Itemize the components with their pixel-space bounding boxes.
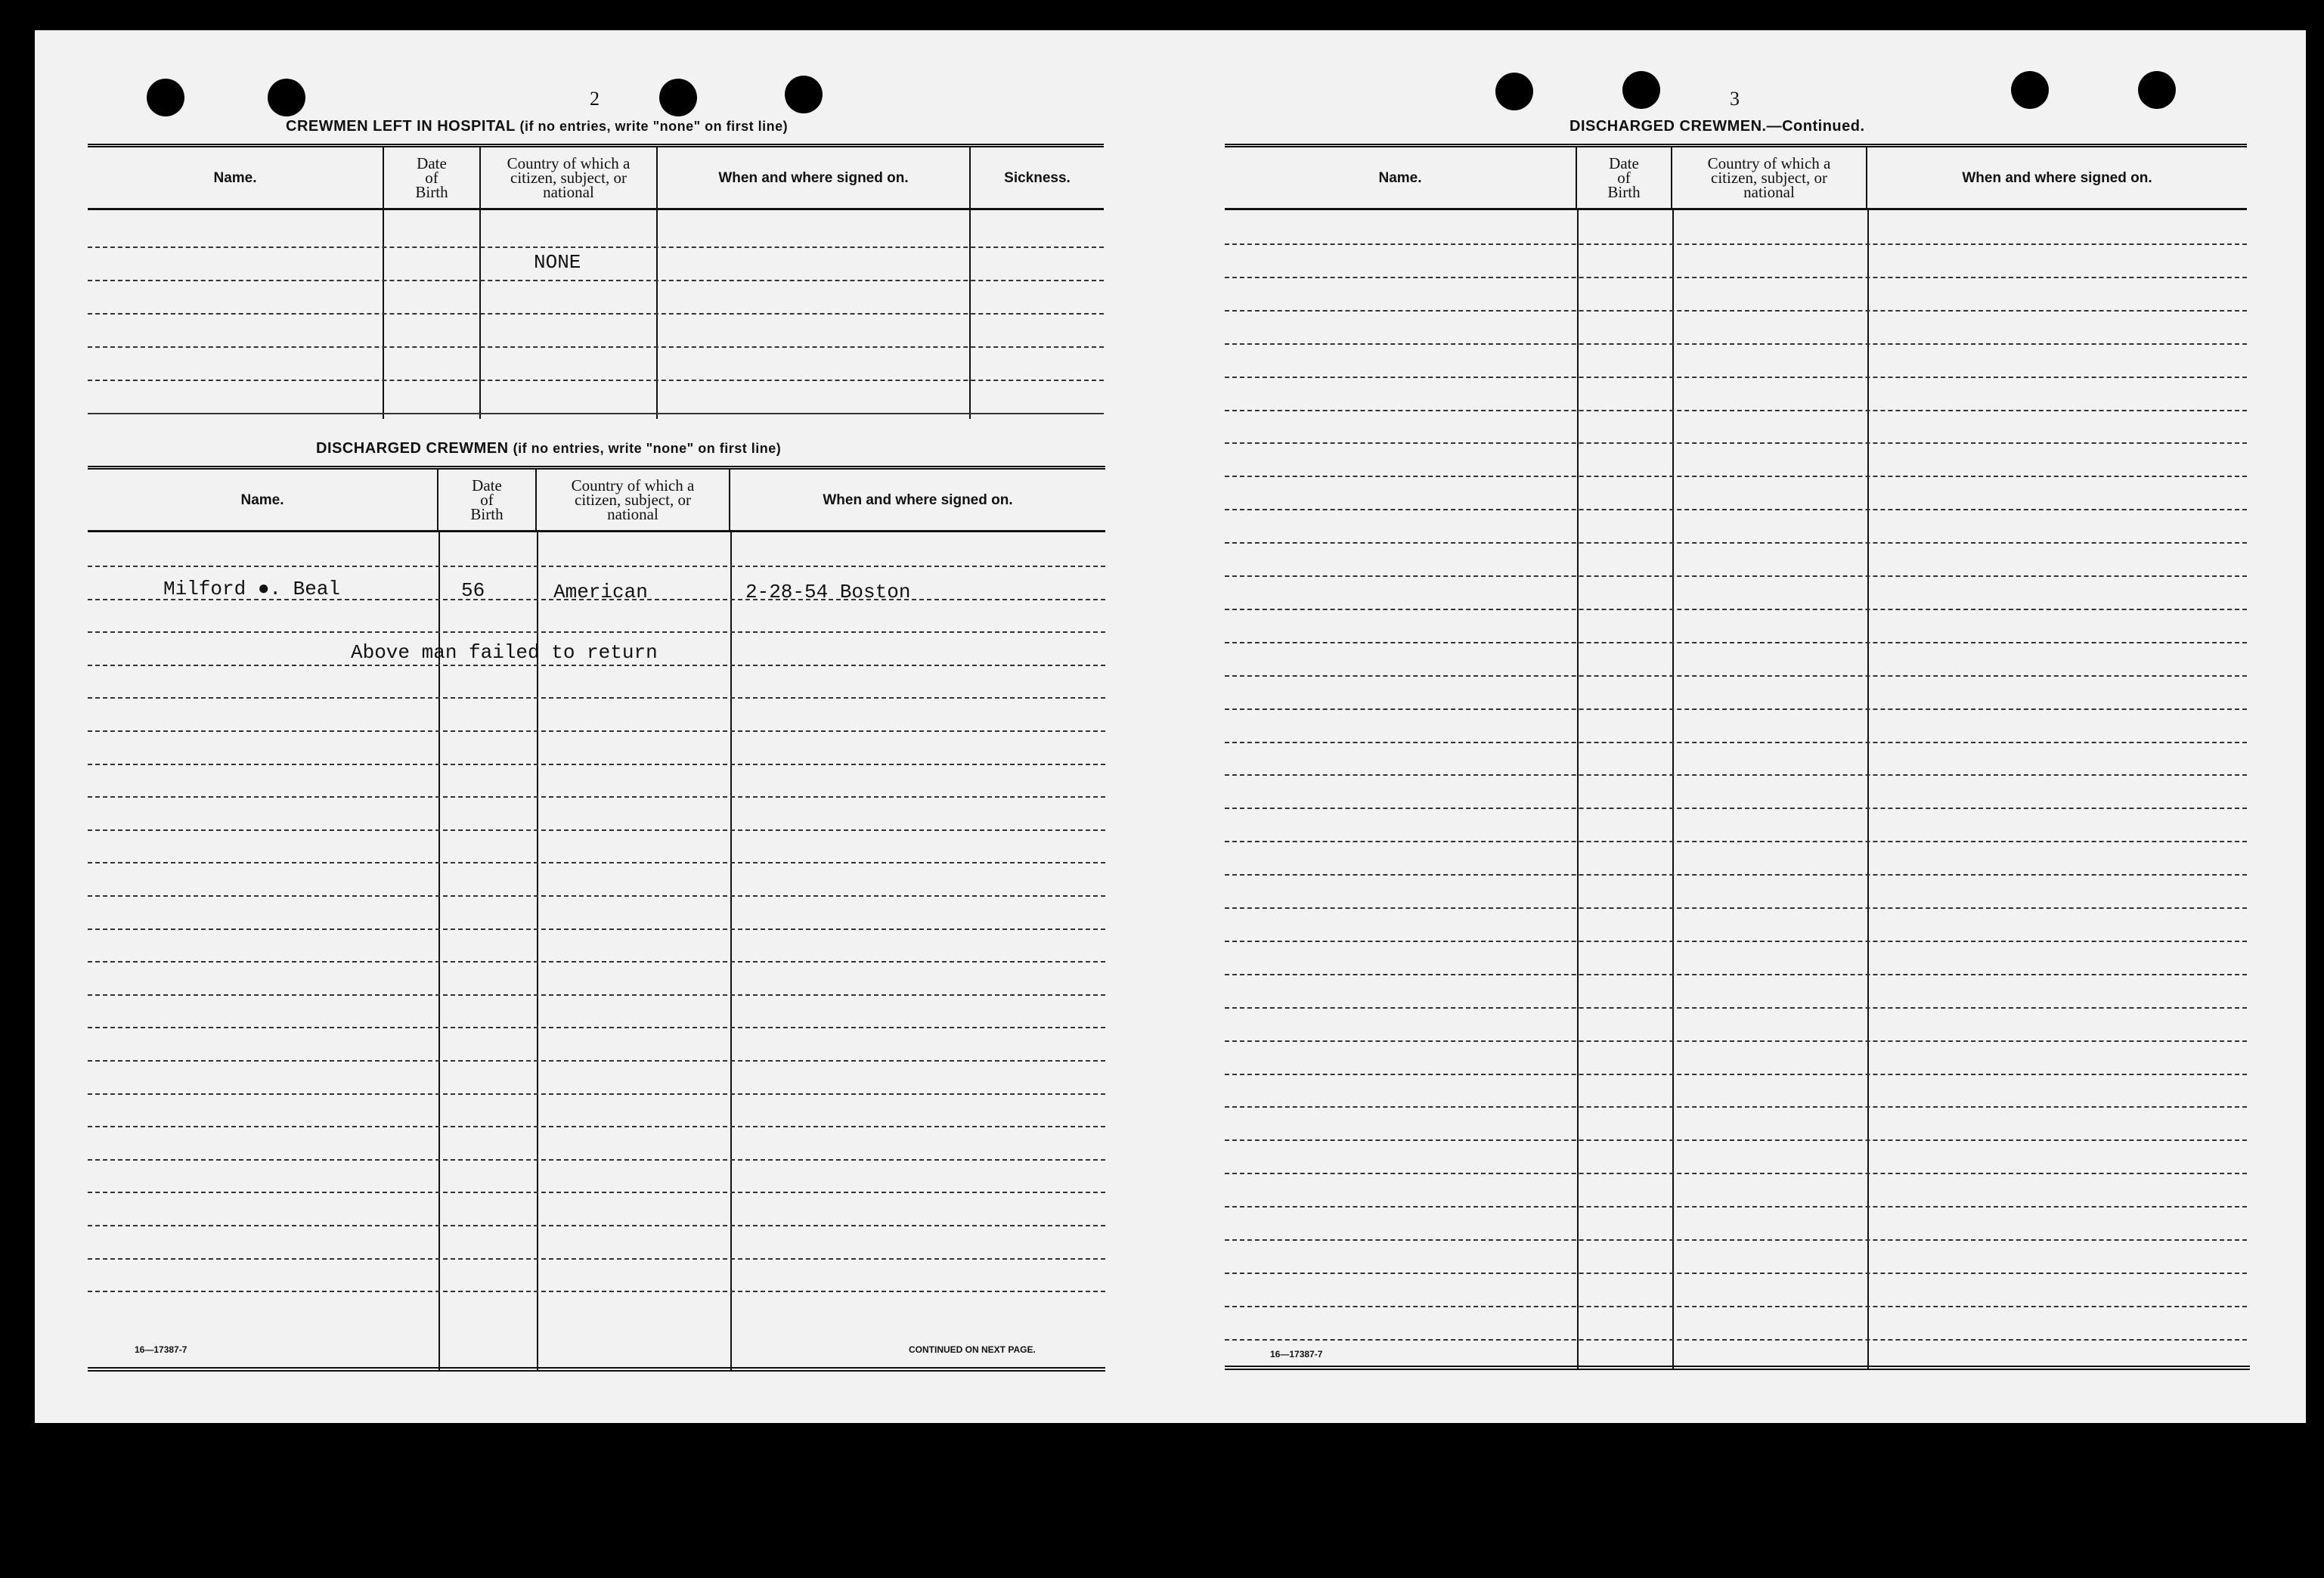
continued-note: CONTINUED ON NEXT PAGE. [909, 1344, 1036, 1355]
col-signed-header: When and where signed on. [1962, 169, 2152, 186]
discharged-title-note: (if no entries, write "none" on first line) [513, 441, 782, 456]
ruled-line [1225, 907, 2247, 909]
crewman-name: Milford ●. Beal [163, 578, 341, 600]
ruled-line [1225, 1273, 2247, 1274]
ruled-line [1225, 675, 2247, 677]
document-sheet [35, 30, 2306, 1423]
hospital-table-header [88, 144, 1104, 210]
ruled-line [88, 862, 1105, 863]
ruled-line [88, 1258, 1105, 1260]
col-name-header: Name. [88, 147, 384, 208]
col-birth-header: Date of Birth [438, 470, 537, 530]
ruled-line [88, 599, 1105, 600]
crewman-signed-on: 2-28-54 Boston [745, 581, 911, 603]
col-birth-header: Date of Birth [1577, 147, 1672, 208]
col-country-header: Country of which a citizen, subject, or national [1672, 147, 1867, 208]
hospital-section-title [286, 118, 788, 135]
ruled-line [1225, 343, 2247, 345]
ruled-line [1225, 1040, 2247, 1042]
right-table-header [1225, 144, 2247, 210]
ruled-line [1225, 742, 2247, 743]
ruled-line [88, 665, 1105, 666]
ruled-line [1225, 774, 2247, 776]
ruled-line [88, 994, 1105, 996]
ruled-line [1225, 377, 2247, 378]
right-section-title: DISCHARGED CREWMEN.—Continued. [1569, 118, 1865, 135]
ruled-line [1225, 841, 2247, 842]
form-number-right: 16—17387-7 [1270, 1349, 1323, 1359]
ruled-line [88, 929, 1105, 930]
ruled-line [88, 1093, 1105, 1095]
ruled-line [88, 1159, 1105, 1161]
ruled-line [1225, 277, 2247, 278]
col-sickness-header: Sickness. [1004, 169, 1071, 186]
ruled-line [1225, 642, 2247, 643]
ruled-line [1225, 1074, 2247, 1075]
hospital-title-note: (if no entries, write "none" on first line) [519, 119, 789, 134]
discharged-table-header [88, 466, 1105, 532]
discharged-title-text: DISCHARGED CREWMEN [316, 440, 509, 457]
right-table-body [1225, 210, 2247, 1370]
ruled-line [88, 961, 1105, 963]
hospital-table-body [88, 210, 1104, 419]
col-birth-header: Date of Birth [384, 147, 481, 208]
col-name-header: Name. [1225, 147, 1577, 208]
ruled-line [88, 796, 1105, 798]
ruled-line [1225, 1139, 2247, 1141]
page-number-right: 3 [1730, 88, 1740, 110]
form-number-left: 16—17387-7 [135, 1344, 187, 1355]
ruled-line [88, 1027, 1105, 1028]
crewman-remark: Above man failed to return [351, 641, 658, 664]
hospital-none-entry: NONE [534, 251, 581, 274]
ruled-line [88, 764, 1105, 765]
punch-hole [147, 79, 184, 116]
ruled-line [1225, 874, 2247, 876]
ruled-line [88, 829, 1105, 831]
punch-hole [1495, 73, 1533, 110]
ruled-line [1225, 410, 2247, 411]
col-country-header: Country of which a citizen, subject, or national [481, 147, 658, 208]
ruled-line [1225, 442, 2247, 444]
punch-hole [785, 76, 823, 113]
ruled-line [88, 895, 1105, 897]
ruled-line [1225, 1007, 2247, 1009]
page-number-left: 2 [590, 88, 600, 110]
discharged-section-title [316, 440, 781, 457]
ruled-line [1225, 1306, 2247, 1307]
ruled-line [1225, 1173, 2247, 1174]
ruled-line [88, 566, 1105, 567]
punch-hole [1622, 71, 1660, 109]
punch-hole [2011, 71, 2049, 109]
ruled-line [1225, 708, 2247, 710]
ruled-line [1225, 1206, 2247, 1208]
table-bottom-rule [88, 1367, 1105, 1372]
ruled-line [88, 1126, 1105, 1127]
ruled-line [1225, 310, 2247, 312]
ruled-line [88, 697, 1105, 699]
ruled-line [1225, 808, 2247, 809]
ruled-line [1225, 609, 2247, 610]
ruled-line [1225, 1339, 2247, 1341]
ruled-line [88, 1192, 1105, 1193]
ruled-line [88, 631, 1105, 633]
ruled-line [1225, 575, 2247, 577]
hospital-title-text: CREWMEN LEFT IN HOSPITAL [286, 118, 516, 135]
punch-hole [2138, 71, 2176, 109]
ruled-line [1225, 974, 2247, 975]
punch-hole [268, 79, 305, 116]
ruled-line [88, 1060, 1105, 1062]
col-name-header: Name. [88, 470, 438, 530]
punch-hole [659, 79, 697, 116]
ruled-line [1225, 542, 2247, 544]
col-country-header: Country of which a citizen, subject, or national [537, 470, 730, 530]
ruled-line [1225, 1106, 2247, 1108]
ruled-line [1225, 941, 2247, 942]
ruled-line [88, 730, 1105, 732]
ruled-line [88, 1291, 1105, 1292]
crewman-country: American [553, 581, 648, 603]
ruled-line [1225, 243, 2247, 245]
discharged-table-body [88, 532, 1105, 1372]
col-signed-header: When and where signed on. [823, 491, 1013, 508]
ruled-line [88, 1225, 1105, 1226]
ruled-line [1225, 509, 2247, 510]
ruled-line [1225, 1239, 2247, 1241]
ruled-line [1225, 476, 2247, 477]
table-bottom-rule [1225, 1366, 2250, 1370]
crewman-birth: 56 [461, 579, 485, 602]
col-signed-header: When and where signed on. [658, 147, 971, 208]
